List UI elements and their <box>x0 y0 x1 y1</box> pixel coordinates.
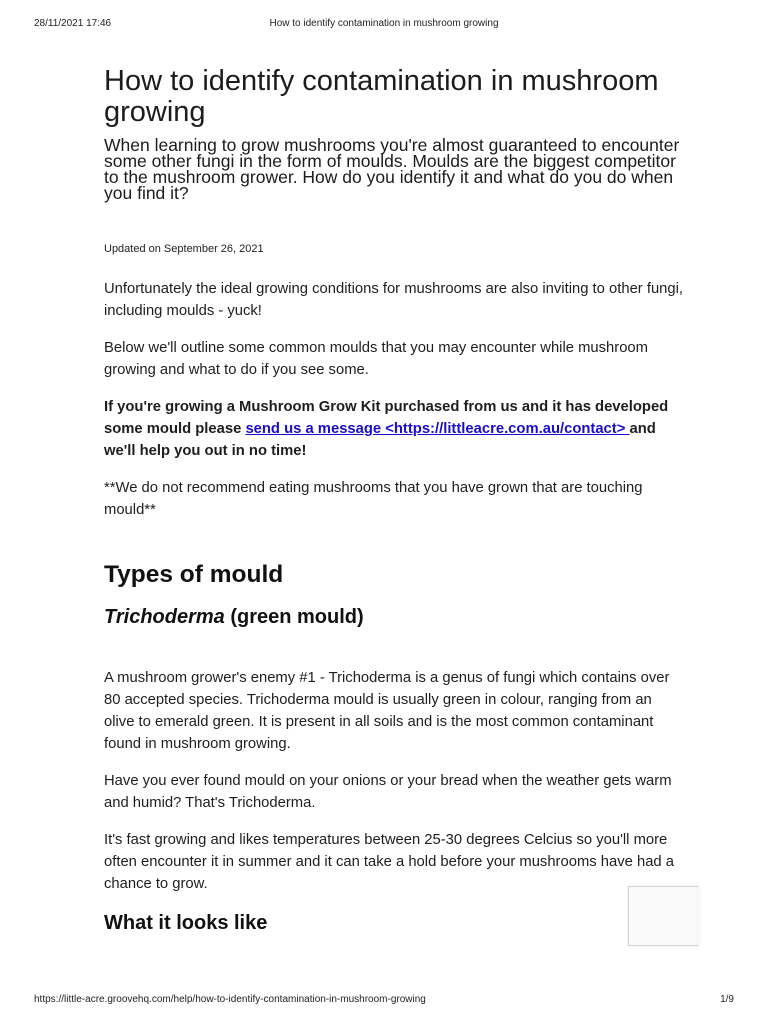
article-subtitle: When learning to grow mushrooms you're almost guaranteed to encounter some other fungi in the form of moulds. Moulds are the biggest competitor to the mushroom grower. How do you identify it and what do you do when you find it? <box>104 135 680 203</box>
article-body <box>104 278 684 630</box>
notice-text-before: If you're growing a Mushroom Grow Kit purchased from us and it has developed some mould please <box>104 399 669 437</box>
article-header <box>104 65 684 255</box>
paragraph: Below we'll outline some common moulds that you may encounter while mushroom growing and what to do if you see some. <box>104 340 648 378</box>
paragraph: Unfortunately the ideal growing conditions for mushrooms are also inviting to other fungi, including moulds - yuck! <box>104 281 684 319</box>
what-it-looks-like-heading: What it looks like <box>104 912 268 934</box>
print-header <box>34 18 734 32</box>
paragraph: Have you ever found mould on your onions or your bread when the weather gets warm and humid? That's Trichoderma. <box>104 773 672 811</box>
contact-link[interactable]: send us a message <https://littleacre.com.au/contact> <box>245 421 630 437</box>
trichoderma-heading-italic: Trichoderma <box>104 606 225 628</box>
print-header-title: How to identify contamination in mushroom growing <box>269 18 499 29</box>
types-of-mould-heading: Types of mould <box>104 561 284 588</box>
page-number: 1/9 <box>720 994 734 1005</box>
recaptcha-badge[interactable] <box>628 886 699 946</box>
grow-kit-notice <box>104 396 684 462</box>
trichoderma-heading-rest: (green mould) <box>224 606 364 628</box>
paragraph: A mushroom grower's enemy #1 - Trichoderma is a genus of fungi which contains over 80 accepted species. Trichoderma mould is usually green in colour, ranging from an olive to emerald green. It is present in all soils and is the most common contaminant found in mushroom growing. <box>104 670 670 752</box>
print-footer <box>34 994 734 1008</box>
paragraph: It's fast growing and likes temperatures between 25-30 degrees Celcius so you'll more often encounter it in summer and it can take a hold before your mushrooms have had a chance to grow. <box>104 832 675 892</box>
warning-note: **We do not recommend eating mushrooms that you have grown that are touching mould** <box>104 480 643 518</box>
page-title: How to identify contamination in mushroom growing <box>104 65 659 128</box>
trichoderma-section <box>104 667 684 936</box>
trichoderma-heading <box>104 604 684 630</box>
updated-date: Updated on September 26, 2021 <box>104 243 264 255</box>
print-footer-url: https://little-acre.groovehq.com/help/how-to-identify-contamination-in-mushroom-growing <box>34 994 426 1005</box>
print-header-date: 28/11/2021 17:46 <box>34 18 112 29</box>
notice-text-after: and we'll help you out in no time! <box>104 421 656 459</box>
